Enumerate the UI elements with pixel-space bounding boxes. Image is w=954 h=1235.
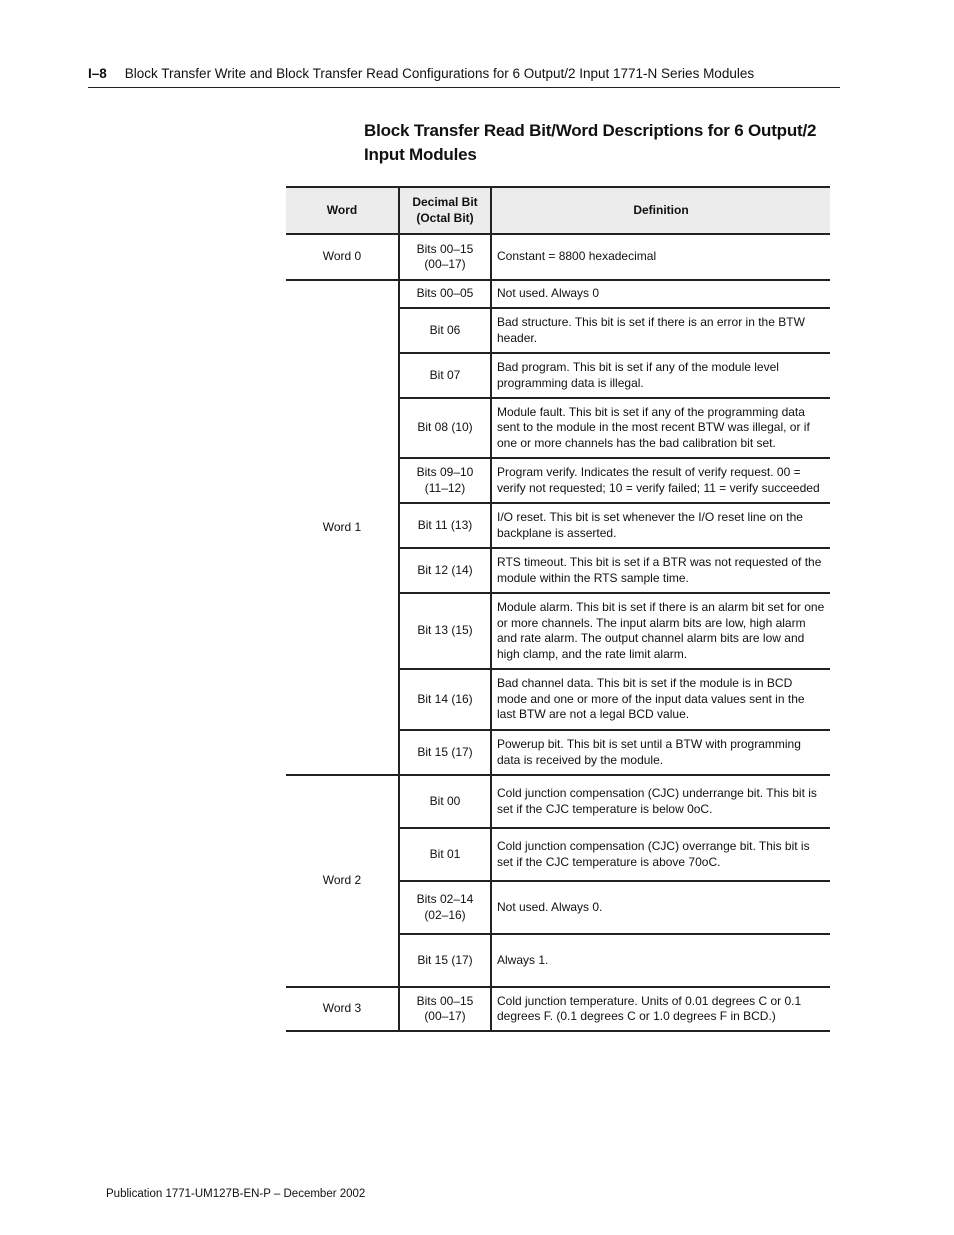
bit-cell: Bit 06 (399, 308, 491, 353)
running-header (88, 64, 840, 88)
bit-cell: Bit 14 (16) (399, 669, 491, 730)
definition-cell: Cold junction temperature. Units of 0.01 degrees C or 0.1 degrees F. (0.1 degrees C or 1.0 degrees F in BCD.) (491, 987, 830, 1031)
word-cell: Word 2 (286, 775, 399, 987)
table-row (286, 775, 830, 828)
bit-cell: Bit 07 (399, 353, 491, 398)
bit-cell: Bit 12 (14) (399, 548, 491, 593)
column-header-bit (399, 187, 491, 234)
bit-cell: Bit 15 (17) (399, 730, 491, 775)
bit-cell: Bit 11 (13) (399, 503, 491, 548)
bit-word-table (286, 186, 830, 1032)
bit-cell: Bit 08 (10) (399, 398, 491, 458)
word-cell: Word 3 (286, 987, 399, 1031)
column-header-word: Word (286, 187, 399, 234)
bit-cell: Bit 01 (399, 828, 491, 881)
definition-cell: Always 1. (491, 934, 830, 987)
definition-cell: Bad channel data. This bit is set if the module is in BCD mode and one or more of the input data values sent in the last BTW are not a legal BCD value. (491, 669, 830, 730)
table-row (286, 234, 830, 280)
definition-cell: Module fault. This bit is set if any of the programming data sent to the module in the most recent BTW was illegal, or if one or more channels has the bad calibration bit set. (491, 398, 830, 458)
definition-cell: I/O reset. This bit is set whenever the I/O reset line on the backplane is asserted. (491, 503, 830, 548)
bit-cell: Bits 00–05 (399, 280, 491, 308)
bit-cell: Bit 13 (15) (399, 593, 491, 669)
definition-cell: Powerup bit. This bit is set until a BTW with programming data is received by the module. (491, 730, 830, 775)
definition-cell: Not used. Always 0. (491, 881, 830, 934)
publication-footer: Publication 1771-UM127B-EN-P – December 2002 (106, 1188, 366, 1200)
bit-cell: Bits 02–14 (02–16) (399, 881, 491, 934)
bit-cell: Bit 15 (17) (399, 934, 491, 987)
page-number: I–8 (88, 66, 107, 81)
definition-cell: Module alarm. This bit is set if there is an alarm bit set for one or more channels. The input alarm bits are low, high alarm and rate alarm. The output channel alarm bits are low and high clamp, and the rate limit alarm. (491, 593, 830, 669)
bit-cell: Bits 09–10 (11–12) (399, 458, 491, 503)
running-title: Block Transfer Write and Block Transfer Read Configurations for 6 Output/2 Input 1771-N Series Modules (124, 66, 755, 81)
word-cell: Word 1 (286, 280, 399, 775)
bit-cell: Bit 00 (399, 775, 491, 828)
definition-cell: Constant = 8800 hexadecimal (491, 234, 830, 280)
definition-cell: Bad program. This bit is set if any of the module level programming data is illegal. (491, 353, 830, 398)
column-header-bit-line2: (Octal Bit) (416, 210, 474, 225)
word-cell: Word 0 (286, 234, 399, 280)
section-title: Block Transfer Read Bit/Word Descriptions for 6 Output/2 Input Modules (364, 121, 817, 164)
bit-cell: Bits 00–15 (00–17) (399, 987, 491, 1031)
definition-cell: Cold junction compensation (CJC) overrange bit. This bit is set if the CJC temperature is above 70oC. (491, 828, 830, 881)
table-row (286, 280, 830, 308)
column-header-bit-line1: Decimal Bit (412, 195, 478, 209)
definition-cell: Program verify. Indicates the result of verify request. 00 = verify not requested; 10 = verify failed; 11 = verify succeeded (491, 458, 830, 503)
bit-cell: Bits 00–15 (00–17) (399, 234, 491, 280)
definition-cell: Cold junction compensation (CJC) underrange bit. This bit is set if the CJC temperature is below 0oC. (491, 775, 830, 828)
column-header-definition: Definition (491, 187, 830, 234)
table-header-row (286, 187, 830, 234)
definition-cell: Bad structure. This bit is set if there is an error in the BTW header. (491, 308, 830, 353)
definition-cell: RTS timeout. This bit is set if a BTR was not requested of the module within the RTS sample time. (491, 548, 830, 593)
definition-cell: Not used. Always 0 (491, 280, 830, 308)
table-row (286, 987, 830, 1031)
